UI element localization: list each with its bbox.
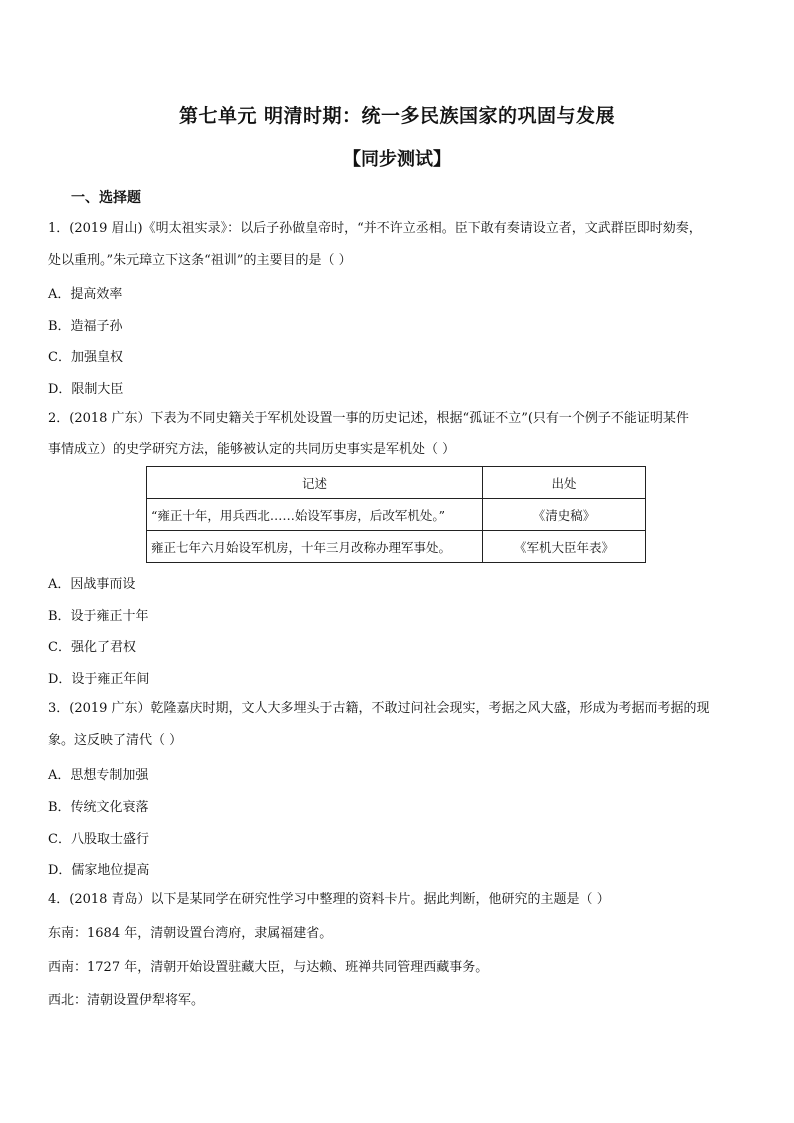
option-b: B．设于雍正十年 — [48, 609, 149, 624]
option-a: A．因战事而设 — [48, 577, 136, 592]
card-southwest: 西南：1727 年，清朝开始设置驻藏大臣，与达赖、班禅共同管理西藏事务。 — [48, 960, 489, 975]
question-stem-line: 3．(2019 广东）乾隆嘉庆时期，文人大多埋头于古籍，不敢过问社会现实，考据之风大盛，形成为考据而考据的现 — [48, 701, 710, 716]
table-header-record: 记述 — [147, 467, 483, 499]
question-stem-line: 处以重刑。”朱元璋立下这条“祖训”的主要目的是（ ） — [48, 253, 352, 268]
table-cell-source: 《军机大臣年表》 — [483, 531, 646, 563]
history-source-table — [146, 466, 646, 563]
table-header-row — [147, 467, 646, 499]
section-heading: 一、选择题 — [71, 190, 141, 206]
table-cell-record: 雍正七年六月始设军机房，十年三月改称办理军事处。 — [147, 531, 483, 563]
question-stem-line: 象。这反映了清代（ ） — [48, 733, 183, 748]
table-row — [147, 531, 646, 563]
option-b: B．造福子孙 — [48, 319, 123, 334]
page-subtitle: 【同步测试】 — [343, 149, 451, 170]
option-a: A．思想专制加强 — [48, 768, 149, 783]
option-b: B．传统文化衰落 — [48, 800, 149, 815]
card-southeast: 东南：1684 年，清朝设置台湾府，隶属福建省。 — [48, 926, 333, 941]
option-d: D．儒家地位提高 — [48, 863, 150, 878]
question-stem-line: 事情成立）的史学研究方法，能够被认定的共同历史事实是军机处（ ） — [48, 442, 456, 457]
option-d: D．设于雍正年间 — [48, 672, 150, 687]
page-title: 第七单元 明清时期：统一多民族国家的巩固与发展 — [178, 105, 616, 127]
question-stem-line: 4．(2018 青岛）以下是某同学在研究性学习中整理的资料卡片。据此判断，他研究的主题是（ ） — [48, 892, 610, 907]
table-header-source: 出处 — [483, 467, 646, 499]
option-c: C．加强皇权 — [48, 350, 123, 365]
question-stem-line: 2．(2018 广东）下表为不同史籍关于军机处设置一事的历史记述，根据“孤证不立”(只有一个例子不能证明某件 — [48, 411, 689, 426]
option-c: C．强化了君权 — [48, 640, 136, 655]
question-stem-line: 1．(2019 眉山)《明太祖实录》：以后子孙做皇帝时，“并不许立丞相。臣下敢有奏请设立者，文武群臣即时劾奏， — [48, 221, 702, 236]
table-row — [147, 499, 646, 531]
option-a: A．提高效率 — [48, 287, 123, 302]
card-northwest: 西北：清朝设置伊犁将军。 — [48, 993, 205, 1008]
option-c: C．八股取士盛行 — [48, 832, 149, 847]
table-cell-record: “雍正十年，用兵西北……始设军事房，后改军机处。” — [147, 499, 483, 531]
option-d: D．限制大臣 — [48, 382, 124, 397]
table-cell-source: 《清史稿》 — [483, 499, 646, 531]
